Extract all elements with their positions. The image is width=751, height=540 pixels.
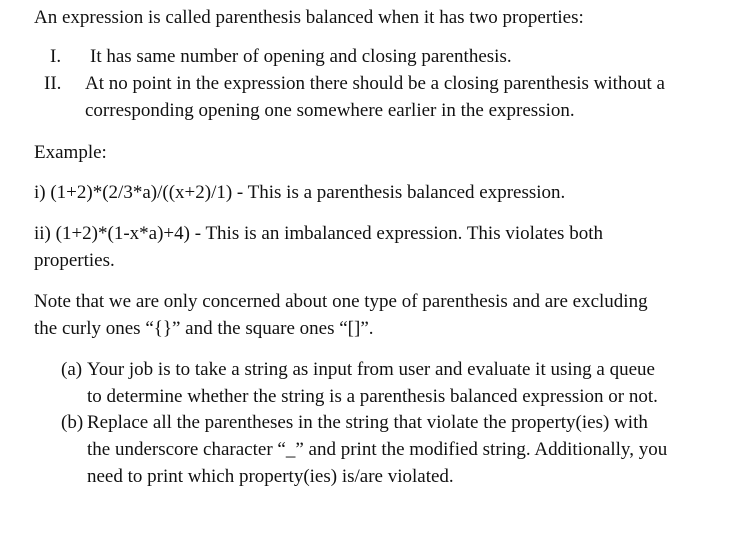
note-line-2: the curly ones “{}” and the square ones “[]”. xyxy=(34,318,374,339)
task-a-line-1: Your job is to take a string as input from user and evaluate it using a queue xyxy=(87,359,655,380)
property-numeral-2: II. xyxy=(44,73,62,94)
intro-text: An expression is called parenthesis balanced when it has two properties: xyxy=(34,7,584,28)
property-2-line-2: corresponding opening one somewhere earlier in the expression. xyxy=(85,100,575,121)
example-heading: Example: xyxy=(34,142,107,163)
property-2-line-1: At no point in the expression there should be a closing parenthesis without a xyxy=(85,73,665,94)
property-numeral-1: I. xyxy=(50,46,62,67)
task-b-line-1: Replace all the parentheses in the string that violate the property(ies) with xyxy=(87,412,648,433)
example-2-line-1: ii) (1+2)*(1-x*a)+4) - This is an imbalanced expression. This violates both xyxy=(34,223,603,244)
property-1-line-1: It has same number of opening and closing parenthesis. xyxy=(90,46,512,67)
task-a-line-2: to determine whether the string is a parenthesis balanced expression or not. xyxy=(87,386,658,407)
task-b-line-3: need to print which property(ies) is/are violated. xyxy=(87,466,454,487)
example-1-line-1: i) (1+2)*(2/3*a)/((x+2)/1) - This is a parenthesis balanced expression. xyxy=(34,182,566,203)
note-line-1: Note that we are only concerned about one type of parenthesis and are excluding xyxy=(34,291,648,312)
example-2-line-2: properties. xyxy=(34,250,115,271)
task-b-line-2: the underscore character “_” and print the modified string. Additionally, you xyxy=(87,439,668,460)
task-label-b: (b) xyxy=(61,412,84,433)
task-label-a: (a) xyxy=(61,359,83,380)
